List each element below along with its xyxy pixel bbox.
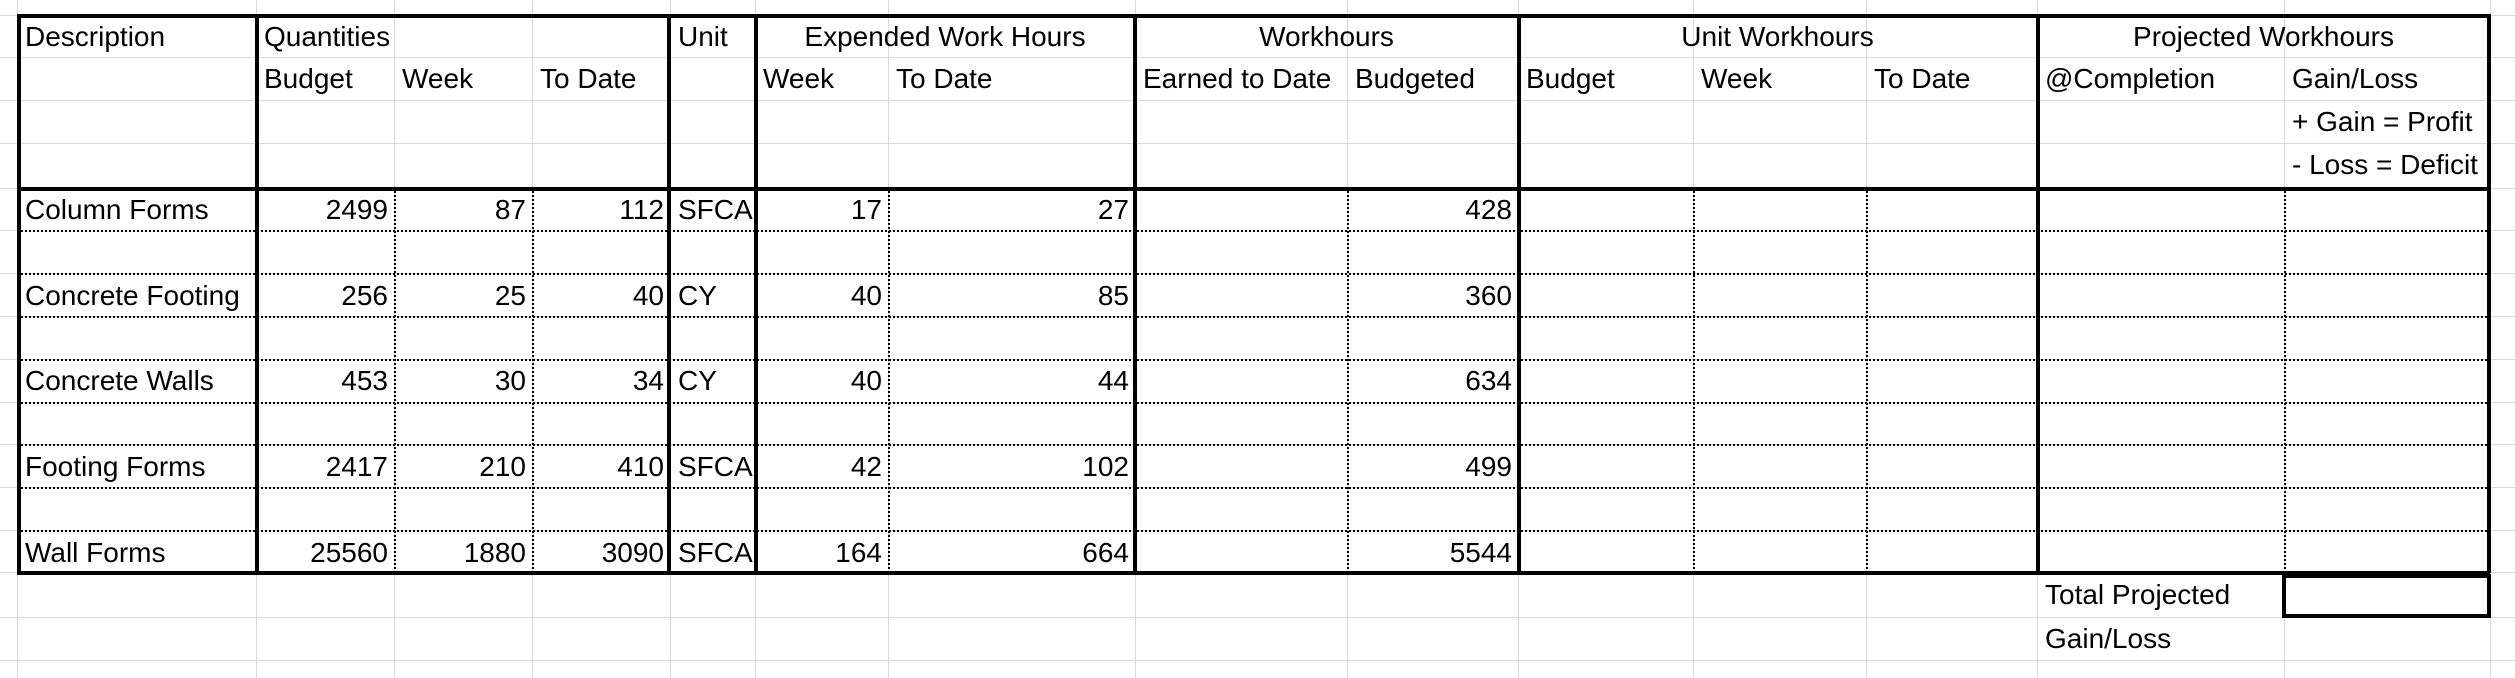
row-budgeted-workhours[interactable]: 360 (1465, 280, 1512, 311)
row-expended-to-date[interactable]: 85 (1097, 280, 1129, 311)
subheader-unit-to-date[interactable]: To Date (1874, 63, 1971, 94)
row-unit[interactable]: SFCA (678, 537, 753, 568)
subheader-quantities-week[interactable]: Week (402, 63, 474, 94)
row-expended-to-date[interactable]: 44 (1097, 365, 1129, 396)
subheader-gain-loss[interactable]: Gain/Loss (2292, 63, 2419, 94)
row-budgeted-workhours[interactable]: 634 (1465, 365, 1512, 396)
row-quantity-to-date[interactable]: 410 (617, 451, 664, 482)
subheader-at-completion[interactable]: @Completion (2045, 63, 2216, 94)
row-expended-to-date[interactable]: 664 (1082, 537, 1129, 568)
row-budgeted-workhours[interactable]: 428 (1465, 194, 1512, 225)
subheader-earned-to-date[interactable]: Earned to Date (1143, 63, 1332, 94)
row-expended-week[interactable]: 40 (850, 365, 882, 396)
header-quantities[interactable]: Quantities (264, 21, 391, 52)
subheader-budgeted[interactable]: Budgeted (1355, 63, 1475, 94)
row-quantity-to-date[interactable]: 3090 (601, 537, 664, 568)
row-quantity-budget[interactable]: 2417 (325, 451, 388, 482)
header-unit[interactable]: Unit (678, 21, 728, 52)
row-quantity-budget[interactable]: 256 (341, 280, 388, 311)
header-expended-work-hours[interactable]: Expended Work Hours (804, 21, 1086, 52)
row-budgeted-workhours[interactable]: 499 (1465, 451, 1512, 482)
row-description[interactable]: Wall Forms (25, 537, 166, 568)
row-expended-week[interactable]: 17 (850, 194, 882, 225)
row-quantity-week[interactable]: 1880 (463, 537, 526, 568)
header-projected-workhours[interactable]: Projected Workhours (2133, 21, 2394, 52)
loss-deficit-note[interactable]: - Loss = Deficit (2292, 149, 2478, 180)
gain-profit-note[interactable]: + Gain = Profit (2292, 106, 2473, 137)
header-unit-workhours[interactable]: Unit Workhours (1681, 21, 1874, 52)
row-expended-to-date[interactable]: 27 (1097, 194, 1129, 225)
row-quantity-to-date[interactable]: 40 (632, 280, 664, 311)
row-expended-to-date[interactable]: 102 (1082, 451, 1129, 482)
row-description[interactable]: Concrete Walls (25, 365, 214, 396)
row-quantity-budget[interactable]: 2499 (325, 194, 388, 225)
row-expended-week[interactable]: 42 (850, 451, 882, 482)
row-unit[interactable]: CY (678, 365, 717, 396)
row-unit[interactable]: SFCA (678, 194, 753, 225)
subheader-unit-week[interactable]: Week (1701, 63, 1773, 94)
row-description[interactable]: Concrete Footing (25, 280, 240, 311)
total-gain-loss-label: Gain/Loss (2045, 623, 2172, 654)
row-quantity-budget[interactable]: 25560 (310, 537, 388, 568)
row-unit[interactable]: SFCA (678, 451, 753, 482)
total-projected-label: Total Projected (2045, 579, 2231, 610)
header-workhours[interactable]: Workhours (1259, 21, 1394, 52)
subheader-expended-week[interactable]: Week (763, 63, 835, 94)
row-quantity-week[interactable]: 210 (479, 451, 526, 482)
row-quantity-to-date[interactable]: 34 (632, 365, 664, 396)
row-quantity-to-date[interactable]: 112 (619, 194, 664, 225)
header-description[interactable]: Description (25, 21, 166, 52)
row-expended-week[interactable]: 40 (850, 280, 882, 311)
subheader-unit-budget[interactable]: Budget (1526, 63, 1615, 94)
subheader-expended-to-date[interactable]: To Date (896, 63, 993, 94)
row-quantity-budget[interactable]: 453 (341, 365, 388, 396)
subheader-quantities-budget[interactable]: Budget (264, 63, 353, 94)
row-description[interactable]: Footing Forms (25, 451, 206, 482)
row-quantity-week[interactable]: 30 (494, 365, 526, 396)
row-quantity-week[interactable]: 87 (494, 194, 526, 225)
row-quantity-week[interactable]: 25 (494, 280, 526, 311)
subheader-quantities-to-date[interactable]: To Date (540, 63, 637, 94)
row-budgeted-workhours[interactable]: 5544 (1449, 537, 1512, 568)
row-expended-week[interactable]: 164 (835, 537, 882, 568)
row-unit[interactable]: CY (678, 280, 717, 311)
row-description[interactable]: Column Forms (25, 194, 209, 225)
